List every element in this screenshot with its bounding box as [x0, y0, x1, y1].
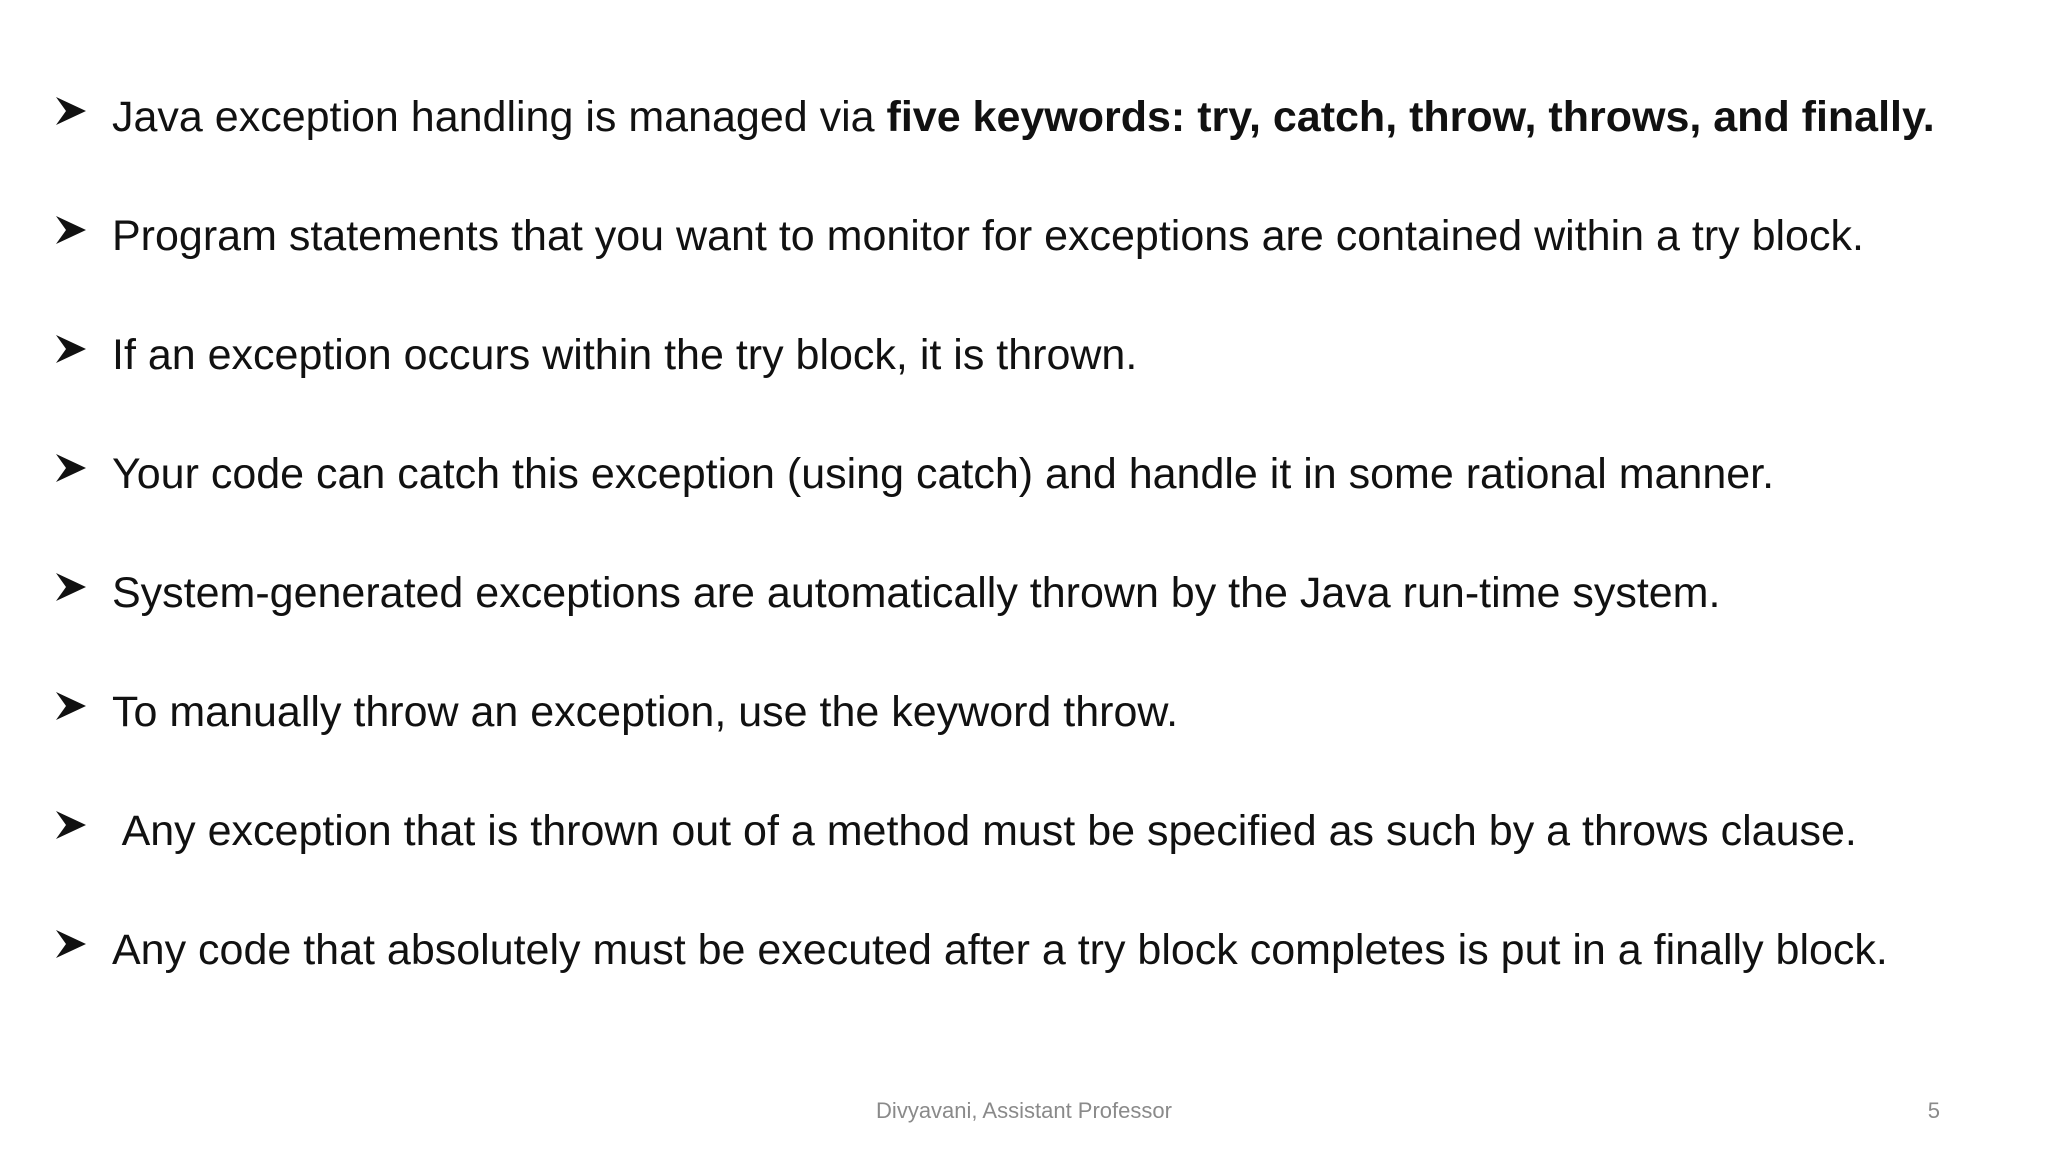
bullet-text: Any code that absolutely must be executed after a try block completes is put in a finally block. [112, 926, 1888, 974]
bullet-item [54, 207, 2004, 326]
bullet-text: To manually throw an exception, use the keyword throw. [112, 688, 1179, 736]
arrowhead-bullet-icon [54, 689, 88, 723]
arrowhead-bullet-icon [54, 927, 88, 961]
bullet-text: Java exception handling is managed via five keywords: try, catch, throw, throws, and finally. [112, 93, 1935, 141]
arrowhead-bullet-icon [54, 94, 88, 128]
bullet-item [54, 564, 2004, 683]
bullet-item [54, 802, 2004, 921]
bullet-item [54, 921, 2004, 979]
bullet-text: System-generated exceptions are automatically thrown by the Java run-time system. [112, 569, 1721, 617]
bullet-text: Your code can catch this exception (using catch) and handle it in some rational manner. [112, 450, 1775, 498]
arrowhead-bullet-icon [54, 213, 88, 247]
bullet-item [54, 326, 2004, 445]
bullet-item [54, 683, 2004, 802]
arrowhead-bullet-icon [54, 808, 88, 842]
footer-author: Divyavani, Assistant Professor [876, 1098, 1172, 1123]
arrowhead-bullet-icon [54, 451, 88, 485]
bullet-text: Any exception that is thrown out of a method must be specified as such by a throws clause. [112, 807, 1857, 855]
arrowhead-bullet-icon [54, 570, 88, 604]
bullet-item [54, 445, 2004, 564]
bullet-text: If an exception occurs within the try block, it is thrown. [112, 331, 1138, 379]
page-number: 5 [1927, 1098, 1940, 1123]
bullet-text: Program statements that you want to monitor for exceptions are contained within a try block. [112, 212, 1864, 260]
arrowhead-bullet-icon [54, 332, 88, 366]
bullet-item [54, 88, 2004, 207]
bullet-bold-text: five keywords: try, catch, throw, throws, and finally. [886, 93, 1935, 141]
bullet-list [54, 88, 2004, 979]
